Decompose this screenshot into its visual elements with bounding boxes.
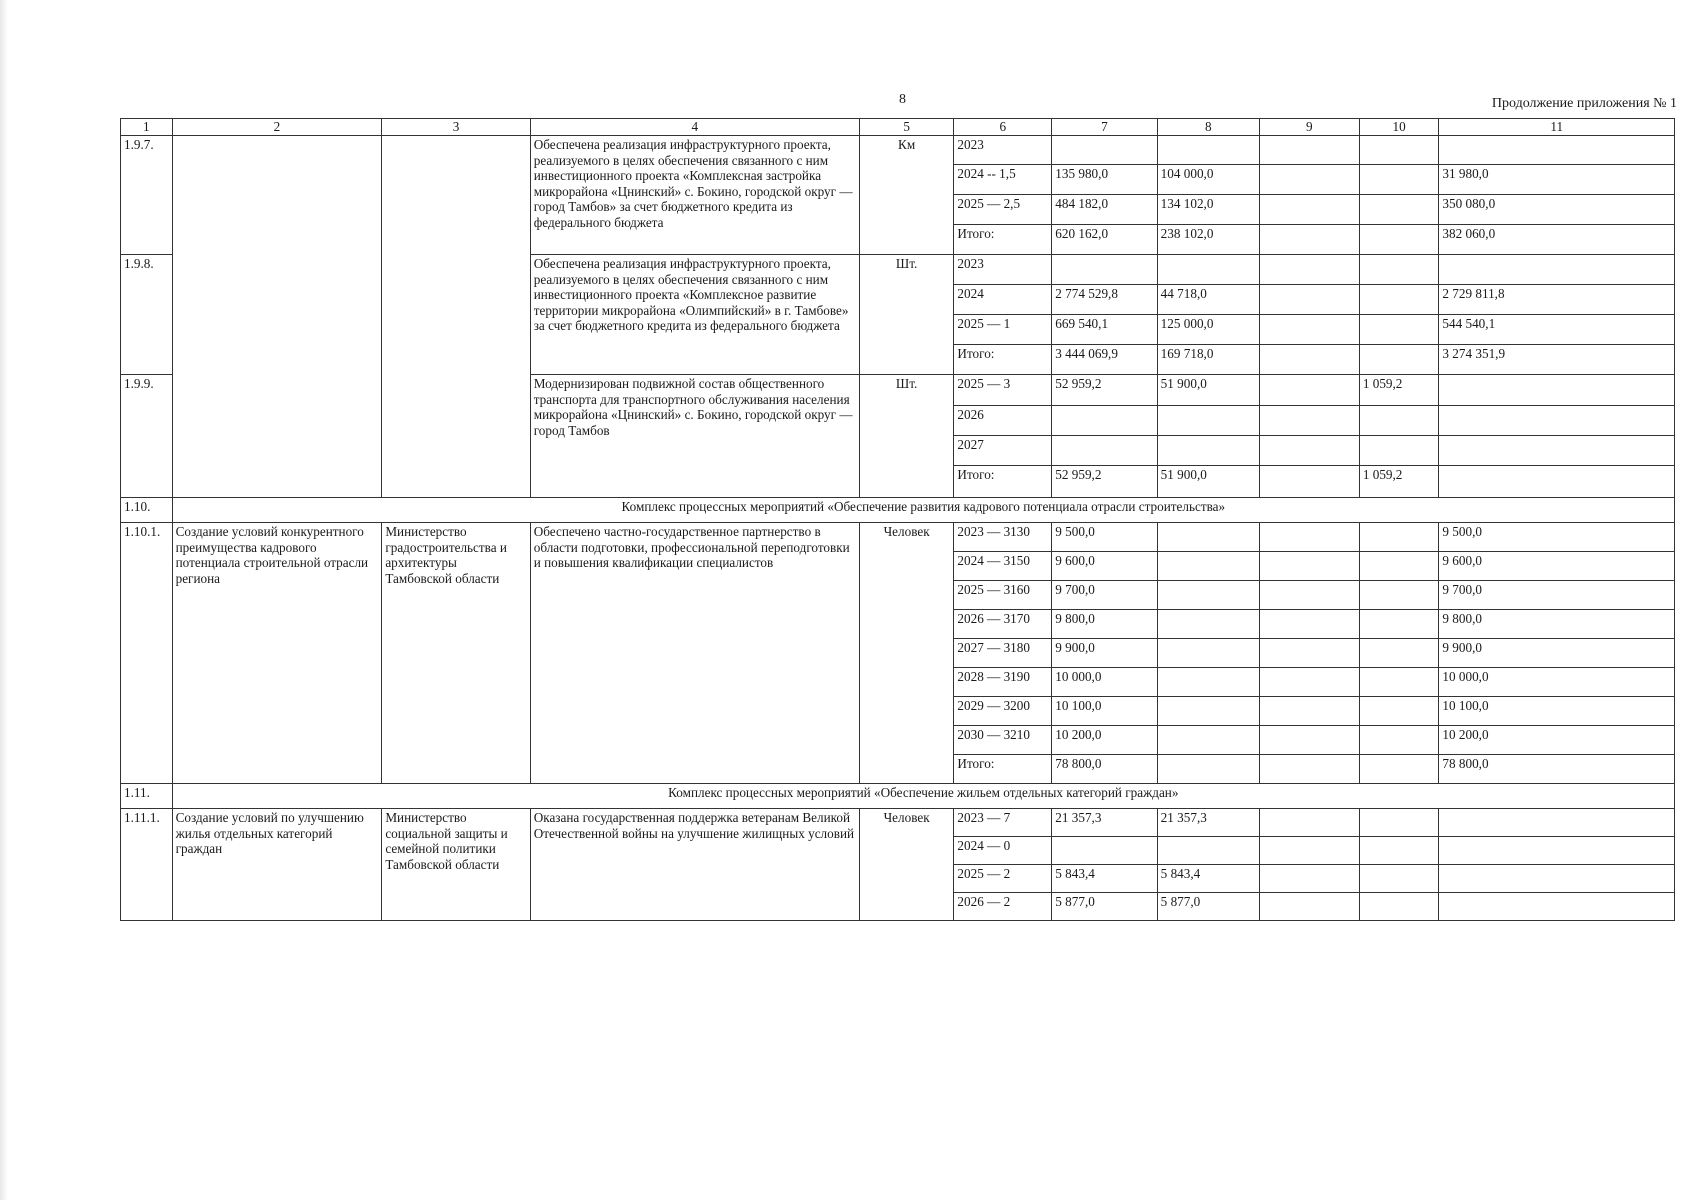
year-cell: 2024 — 0 <box>954 837 1052 865</box>
value-cell <box>1359 345 1439 375</box>
table-row <box>121 136 1675 165</box>
value-cell <box>1157 406 1259 436</box>
value-cell: 51 900,0 <box>1157 375 1259 406</box>
value-cell: 9 800,0 <box>1052 610 1157 639</box>
value-cell <box>1359 755 1439 784</box>
col-header: 9 <box>1259 119 1359 136</box>
value-cell: 51 900,0 <box>1157 466 1259 498</box>
value-cell <box>1259 406 1359 436</box>
col-header: 11 <box>1439 119 1675 136</box>
value-cell <box>1359 165 1439 195</box>
year-cell: 2025 — 1 <box>954 315 1052 345</box>
value-cell: 5 843,4 <box>1157 865 1259 893</box>
value-cell: 134 102,0 <box>1157 195 1259 225</box>
value-cell: 350 080,0 <box>1439 195 1675 225</box>
value-cell <box>1259 639 1359 668</box>
value-cell <box>1259 375 1359 406</box>
col-header: 8 <box>1157 119 1259 136</box>
value-cell: 9 700,0 <box>1052 581 1157 610</box>
value-cell: 5 843,4 <box>1052 865 1157 893</box>
value-cell <box>1259 581 1359 610</box>
value-cell <box>1439 865 1675 893</box>
year-cell: 2024 — 3150 <box>954 552 1052 581</box>
value-cell <box>1359 523 1439 552</box>
value-cell: 21 357,3 <box>1157 809 1259 837</box>
value-cell: 1 059,2 <box>1359 466 1439 498</box>
page-number: 8 <box>899 92 906 107</box>
value-cell <box>1359 136 1439 165</box>
year-cell: 2024 -- 1,5 <box>954 165 1052 195</box>
value-cell <box>1439 255 1675 285</box>
value-cell: 44 718,0 <box>1157 285 1259 315</box>
value-cell <box>1359 726 1439 755</box>
value-cell <box>1359 893 1439 921</box>
value-cell <box>1259 697 1359 726</box>
row-number: 1.9.9. <box>121 375 173 498</box>
value-cell: 9 500,0 <box>1052 523 1157 552</box>
executor-cell: Министерство градостроительства и архитектуры Тамбовской области <box>382 523 530 784</box>
value-cell: 31 980,0 <box>1439 165 1675 195</box>
section-number: 1.10. <box>121 498 173 523</box>
result-description: Обеспечена реализация инфраструктурного проекта, реализуемого в целях обеспечения связанного с ним инвестиционного проекта «Комплексное развитие территории микрорайона «Олимпийский» в г. Тамбове» за счет бюджетного кредита из федерального бюджета <box>530 255 859 375</box>
value-cell <box>1439 375 1675 406</box>
value-cell <box>1259 466 1359 498</box>
year-cell: 2028 — 3190 <box>954 668 1052 697</box>
value-cell: 5 877,0 <box>1157 893 1259 921</box>
value-cell <box>1359 195 1439 225</box>
col-header: 5 <box>859 119 954 136</box>
value-cell: 9 900,0 <box>1052 639 1157 668</box>
header-row <box>121 119 1675 136</box>
value-cell: 484 182,0 <box>1052 195 1157 225</box>
value-cell <box>1359 406 1439 436</box>
value-cell <box>1052 837 1157 865</box>
unit-cell: Км <box>859 136 954 255</box>
value-cell: 669 540,1 <box>1052 315 1157 345</box>
value-cell <box>1259 345 1359 375</box>
value-cell <box>1157 136 1259 165</box>
unit-cell: Человек <box>859 809 954 921</box>
value-cell: 10 100,0 <box>1439 697 1675 726</box>
value-cell <box>1439 436 1675 466</box>
value-cell: 10 000,0 <box>1439 668 1675 697</box>
year-cell: 2025 — 3160 <box>954 581 1052 610</box>
result-description: Модернизирован подвижной состав общественного транспорта для транспортного обслуживания населения микрорайона «Цнинский» с. Бокино, городской округ — город Тамбов <box>530 375 859 498</box>
value-cell: 135 980,0 <box>1052 165 1157 195</box>
year-cell: 2023 — 7 <box>954 809 1052 837</box>
value-cell <box>1439 893 1675 921</box>
value-cell <box>1359 436 1439 466</box>
value-cell: 1 059,2 <box>1359 375 1439 406</box>
executor-cell: Министерство социальной защиты и семейной политики Тамбовской области <box>382 809 530 921</box>
value-cell: 9 500,0 <box>1439 523 1675 552</box>
value-cell <box>1259 195 1359 225</box>
value-cell <box>1359 581 1439 610</box>
value-cell <box>1359 837 1439 865</box>
value-cell: 21 357,3 <box>1052 809 1157 837</box>
year-cell: Итого: <box>954 345 1052 375</box>
result-description: Оказана государственная поддержка ветеранам Великой Отечественной войны на улучшение жилищных условий <box>530 809 859 921</box>
value-cell <box>1359 255 1439 285</box>
value-cell <box>1359 315 1439 345</box>
value-cell <box>1259 165 1359 195</box>
value-cell <box>1359 865 1439 893</box>
value-cell <box>1259 837 1359 865</box>
value-cell <box>1157 581 1259 610</box>
value-cell <box>1259 136 1359 165</box>
value-cell <box>1259 893 1359 921</box>
value-cell: 5 877,0 <box>1052 893 1157 921</box>
col-header: 4 <box>530 119 859 136</box>
program-table <box>120 118 1675 921</box>
value-cell: 3 274 351,9 <box>1439 345 1675 375</box>
value-cell <box>1439 136 1675 165</box>
value-cell <box>1359 610 1439 639</box>
value-cell <box>1157 837 1259 865</box>
value-cell <box>1259 755 1359 784</box>
value-cell <box>1359 639 1439 668</box>
year-cell: Итого: <box>954 466 1052 498</box>
value-cell <box>1259 285 1359 315</box>
unit-cell: Шт. <box>859 375 954 498</box>
result-description: Обеспечена реализация инфраструктурного проекта, реализуемого в целях обеспечения связанного с ним инвестиционного проекта «Комплексная застройка микрорайона «Цнинский» с. Бокино, городской округ — город Тамбов» за счет бюджетного кредита из федерального бюджета <box>530 136 859 255</box>
empty-name-cell <box>172 136 382 498</box>
value-cell <box>1259 315 1359 345</box>
section-row <box>121 498 1675 523</box>
value-cell <box>1157 639 1259 668</box>
value-cell <box>1052 136 1157 165</box>
value-cell <box>1157 523 1259 552</box>
value-cell: 9 600,0 <box>1052 552 1157 581</box>
year-cell: 2026 — 2 <box>954 893 1052 921</box>
year-cell: 2023 — 3130 <box>954 523 1052 552</box>
col-header: 2 <box>172 119 382 136</box>
value-cell <box>1259 552 1359 581</box>
value-cell <box>1259 255 1359 285</box>
year-cell: 2025 — 2,5 <box>954 195 1052 225</box>
value-cell: 10 200,0 <box>1439 726 1675 755</box>
value-cell <box>1157 436 1259 466</box>
row-number: 1.11.1. <box>121 809 173 921</box>
value-cell <box>1157 668 1259 697</box>
value-cell <box>1157 726 1259 755</box>
value-cell <box>1259 436 1359 466</box>
value-cell: 169 718,0 <box>1157 345 1259 375</box>
value-cell <box>1052 436 1157 466</box>
table-row <box>121 523 1675 552</box>
unit-cell: Человек <box>859 523 954 784</box>
value-cell: 52 959,2 <box>1052 466 1157 498</box>
value-cell <box>1359 285 1439 315</box>
value-cell <box>1359 552 1439 581</box>
col-header: 6 <box>954 119 1052 136</box>
value-cell: 3 444 069,9 <box>1052 345 1157 375</box>
year-cell: Итого: <box>954 225 1052 255</box>
value-cell <box>1259 523 1359 552</box>
value-cell: 620 162,0 <box>1052 225 1157 255</box>
year-cell: 2023 <box>954 136 1052 165</box>
value-cell: 544 540,1 <box>1439 315 1675 345</box>
value-cell: 9 600,0 <box>1439 552 1675 581</box>
value-cell <box>1359 809 1439 837</box>
value-cell <box>1359 225 1439 255</box>
value-cell: 10 200,0 <box>1052 726 1157 755</box>
year-cell: 2027 — 3180 <box>954 639 1052 668</box>
value-cell <box>1157 552 1259 581</box>
col-header: 10 <box>1359 119 1439 136</box>
value-cell <box>1259 610 1359 639</box>
value-cell: 9 700,0 <box>1439 581 1675 610</box>
year-cell: 2025 — 3 <box>954 375 1052 406</box>
value-cell <box>1259 668 1359 697</box>
result-description: Обеспечено частно-государственное партнерство в области подготовки, профессиональной переподготовки и повышения квалификации специалистов <box>530 523 859 784</box>
value-cell <box>1052 255 1157 285</box>
value-cell <box>1259 809 1359 837</box>
table-body <box>121 136 1675 921</box>
value-cell: 104 000,0 <box>1157 165 1259 195</box>
value-cell: 2 729 811,8 <box>1439 285 1675 315</box>
value-cell: 9 900,0 <box>1439 639 1675 668</box>
col-header: 1 <box>121 119 173 136</box>
continuation-label: Продолжение приложения № 1 <box>1491 96 1677 111</box>
row-number: 1.9.8. <box>121 255 173 375</box>
value-cell <box>1359 697 1439 726</box>
value-cell: 52 959,2 <box>1052 375 1157 406</box>
measure-name: Создание условий по улучшению жилья отдельных категорий граждан <box>172 809 382 921</box>
value-cell <box>1052 406 1157 436</box>
value-cell <box>1359 668 1439 697</box>
value-cell <box>1439 837 1675 865</box>
value-cell <box>1157 255 1259 285</box>
measure-name: Создание условий конкурентного преимущества кадрового потенциала строительной отрасли региона <box>172 523 382 784</box>
value-cell: 238 102,0 <box>1157 225 1259 255</box>
row-number: 1.10.1. <box>121 523 173 784</box>
year-cell: 2023 <box>954 255 1052 285</box>
value-cell <box>1439 466 1675 498</box>
value-cell: 78 800,0 <box>1052 755 1157 784</box>
section-row <box>121 784 1675 809</box>
year-cell: 2030 — 3210 <box>954 726 1052 755</box>
year-cell: 2027 <box>954 436 1052 466</box>
unit-cell: Шт. <box>859 255 954 375</box>
value-cell: 10 100,0 <box>1052 697 1157 726</box>
value-cell: 382 060,0 <box>1439 225 1675 255</box>
value-cell <box>1259 865 1359 893</box>
value-cell: 9 800,0 <box>1439 610 1675 639</box>
value-cell <box>1157 755 1259 784</box>
year-cell: 2029 — 3200 <box>954 697 1052 726</box>
col-header: 3 <box>382 119 530 136</box>
value-cell <box>1259 726 1359 755</box>
section-number: 1.11. <box>121 784 173 809</box>
empty-executor-cell <box>382 136 530 498</box>
section-title: Комплекс процессных мероприятий «Обеспечение развития кадрового потенциала отрасли строительства» <box>172 498 1674 523</box>
value-cell <box>1439 809 1675 837</box>
value-cell <box>1439 406 1675 436</box>
value-cell <box>1157 697 1259 726</box>
row-number: 1.9.7. <box>121 136 173 255</box>
value-cell <box>1157 610 1259 639</box>
col-header: 7 <box>1052 119 1157 136</box>
table-row <box>121 809 1675 837</box>
year-cell: Итого: <box>954 755 1052 784</box>
value-cell <box>1259 225 1359 255</box>
year-cell: 2024 <box>954 285 1052 315</box>
value-cell: 10 000,0 <box>1052 668 1157 697</box>
year-cell: 2026 <box>954 406 1052 436</box>
section-title: Комплекс процессных мероприятий «Обеспечение жильем отдельных категорий граждан» <box>172 784 1674 809</box>
value-cell: 78 800,0 <box>1439 755 1675 784</box>
value-cell: 2 774 529,8 <box>1052 285 1157 315</box>
year-cell: 2025 — 2 <box>954 865 1052 893</box>
year-cell: 2026 — 3170 <box>954 610 1052 639</box>
scan-edge <box>0 0 8 1200</box>
value-cell: 125 000,0 <box>1157 315 1259 345</box>
